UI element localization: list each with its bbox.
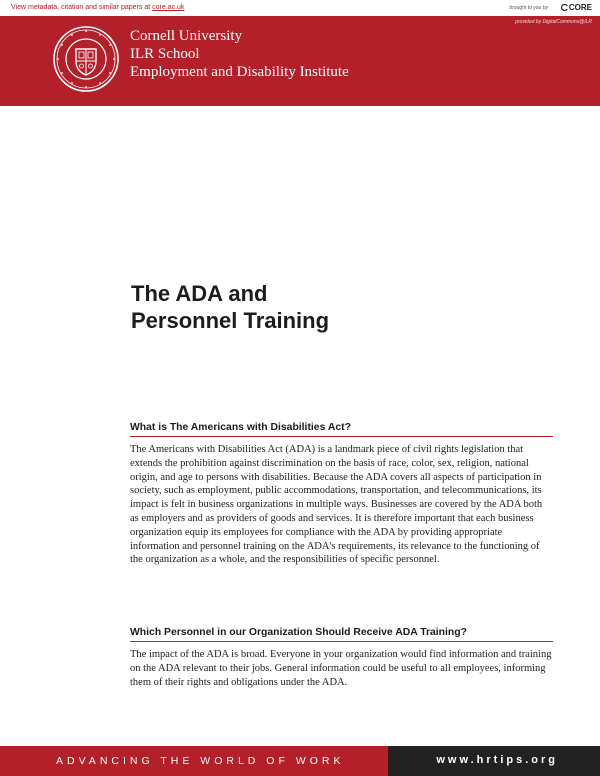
footer-tagline: ADVANCING THE WORLD OF WORK xyxy=(56,755,345,767)
footer-tagline-panel xyxy=(0,746,388,776)
brought-to-you-text: brought to you by xyxy=(509,5,548,11)
document-title xyxy=(131,280,329,334)
provided-by-text: provided by DigitalCommons@ILR xyxy=(515,19,592,25)
section-which-personnel xyxy=(130,627,553,689)
title-line-2: Personnel Training xyxy=(131,308,330,333)
institute-name: Employment and Disability Institute xyxy=(130,64,349,80)
footer-website-panel xyxy=(388,746,600,776)
section-body: The Americans with Disabilities Act (ADA) is a landmark piece of civil rights legislation that extends the prohibition against discrimination on the basis of race, color, sex, religion, national origin, and age to persons with disabilities. Because the ADA covers all aspects of participation in society, such as employment, public accommodations, transportation, and telecommunications, its impact is felt in business organizations in multiple ways. Businesses are covered by the ADA both as employers and as providers of goods and services. It is therefore important that each business organization equip its employees for compliance with the ADA by providing appropriate information and personnel training on the ADA's requirements, its relevance to the functioning of the organization as a whole, and the responsibilities of specific personnel. xyxy=(130,444,543,566)
university-name: Cornell University xyxy=(130,28,243,44)
footer-bar xyxy=(0,746,600,776)
metadata-text: View metadata, citation and similar papers at core.ac.uk xyxy=(11,4,185,11)
title-line-1: The ADA and xyxy=(131,281,268,306)
footer-website-link[interactable]: www.hrtips.org xyxy=(436,754,558,766)
cornell-seal-logo xyxy=(52,25,120,93)
section-heading: What is The Americans with Disabilities Act? xyxy=(130,422,553,437)
core-icon xyxy=(560,3,569,12)
header-banner xyxy=(0,16,600,106)
section-what-is-ada xyxy=(130,422,553,567)
institution-name xyxy=(130,27,349,81)
section-heading: Which Personnel in our Organization Should Receive ADA Training? xyxy=(130,627,553,642)
section-body: The impact of the ADA is broad. Everyone in your organization would find information and training on the ADA relevant to their jobs. General information could be useful to all employees, informing them of their rights and obligations under the ADA. xyxy=(130,649,552,688)
core-link[interactable]: core.ac.uk xyxy=(152,4,185,11)
top-metadata-bar xyxy=(0,0,600,16)
school-name: ILR School xyxy=(130,46,200,62)
core-logo[interactable] xyxy=(560,3,592,12)
core-label: CORE xyxy=(568,3,592,12)
